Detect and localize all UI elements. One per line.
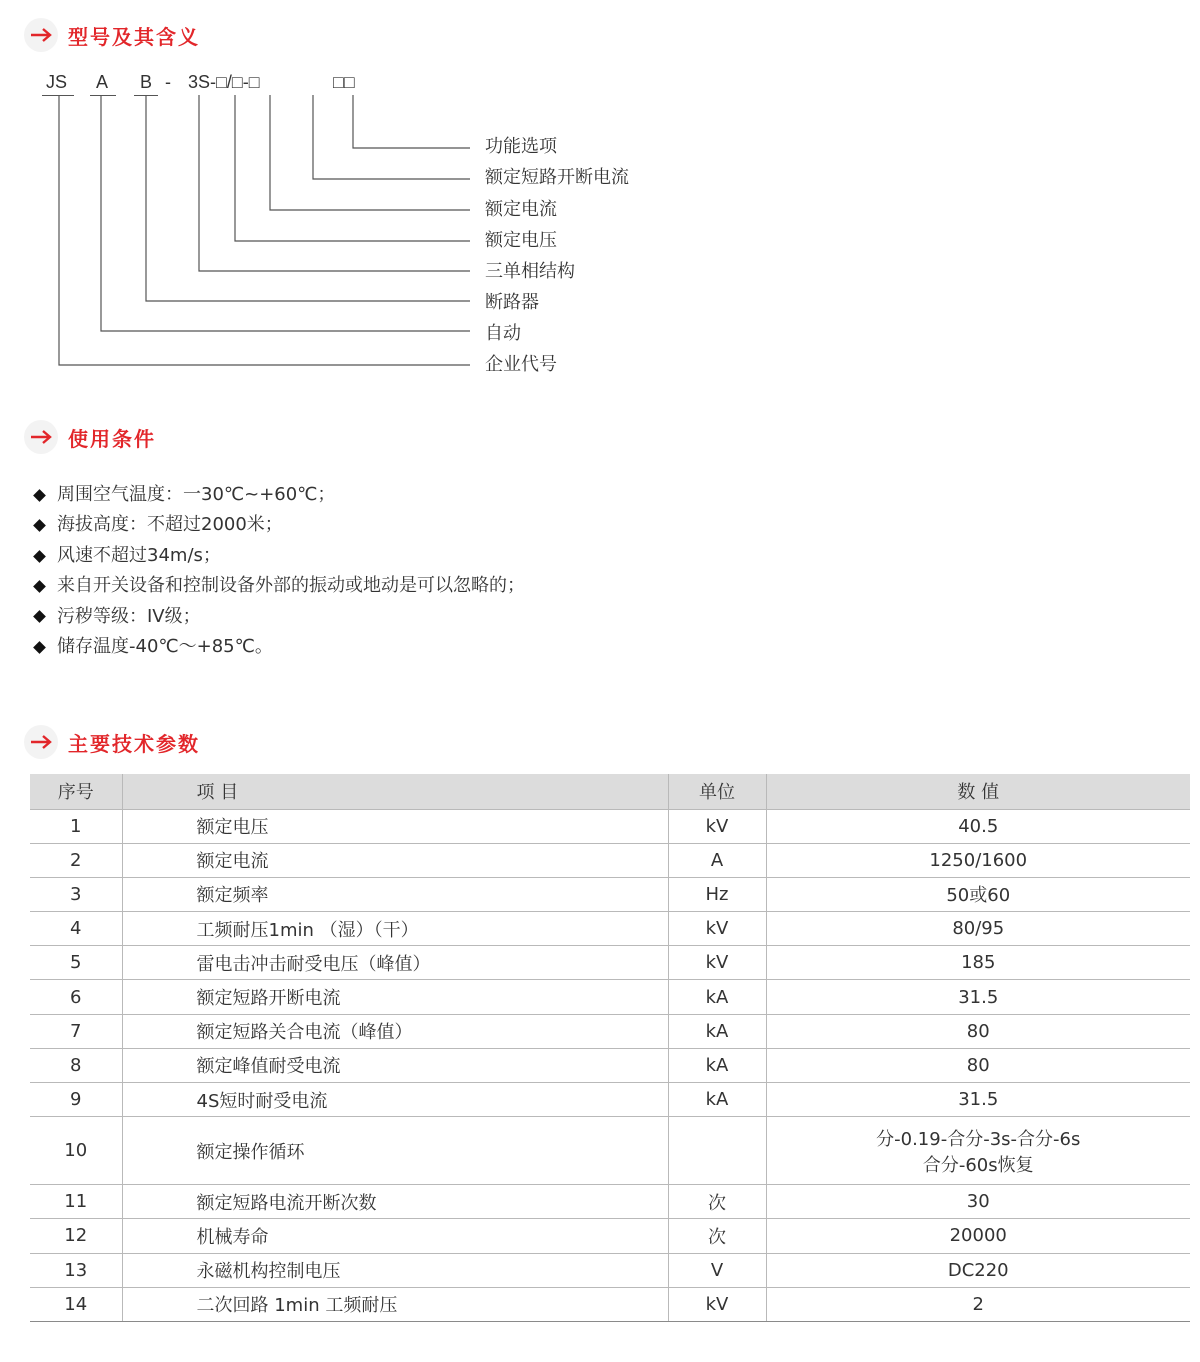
cell-value: 80/95 bbox=[766, 912, 1190, 946]
cell-item: 额定操作循环 bbox=[122, 1117, 668, 1185]
cell-item: 二次回路 1min 工频耐压 bbox=[122, 1287, 668, 1321]
cell-no: 13 bbox=[30, 1253, 122, 1287]
code-boxes: □□ bbox=[333, 72, 355, 92]
cell-no: 3 bbox=[30, 877, 122, 911]
cell-unit: kV bbox=[668, 809, 766, 843]
table-row bbox=[30, 1185, 1190, 1219]
cell-value: DC220 bbox=[766, 1253, 1190, 1287]
cell-unit: kA bbox=[668, 1083, 766, 1117]
table-row bbox=[30, 1253, 1190, 1287]
section-title-params: 主要技术参数 bbox=[68, 731, 200, 756]
code-b: B bbox=[140, 72, 153, 92]
list-item: 储存温度-40℃～+85℃。 bbox=[32, 632, 525, 662]
cell-value: 20000 bbox=[766, 1219, 1190, 1253]
cell-item: 额定峰值耐受电流 bbox=[122, 1048, 668, 1082]
cell-no: 1 bbox=[30, 809, 122, 843]
cell-value: 30 bbox=[766, 1185, 1190, 1219]
cell-value: 50或60 bbox=[766, 877, 1190, 911]
cell-unit: 次 bbox=[668, 1219, 766, 1253]
cell-unit: kA bbox=[668, 1014, 766, 1048]
cell-item: 额定频率 bbox=[122, 877, 668, 911]
params-table bbox=[30, 774, 1190, 1322]
table-row bbox=[30, 980, 1190, 1014]
cell-unit: kV bbox=[668, 946, 766, 980]
cell-unit: A bbox=[668, 843, 766, 877]
cell-value: 80 bbox=[766, 1048, 1190, 1082]
table-row bbox=[30, 946, 1190, 980]
bullet-diamond-icon bbox=[33, 580, 46, 593]
table-row bbox=[30, 1083, 1190, 1117]
table-row bbox=[30, 877, 1190, 911]
cell-unit: 次 bbox=[668, 1185, 766, 1219]
meaning-label: 三单相结构 bbox=[485, 261, 575, 282]
cell-no: 6 bbox=[30, 980, 122, 1014]
cell-no: 11 bbox=[30, 1185, 122, 1219]
list-item: 来自开关设备和控制设备外部的振动或地动是可以忽略的； bbox=[32, 571, 525, 601]
conditions-list bbox=[32, 480, 525, 662]
section-title-conditions: 使用条件 bbox=[68, 426, 156, 451]
cell-no: 4 bbox=[30, 912, 122, 946]
cell-item: 机械寿命 bbox=[122, 1219, 668, 1253]
arrow-right-icon bbox=[24, 725, 58, 759]
cell-value: 分-0.19-合分-3s-合分-6s 合分-60s恢复 bbox=[766, 1117, 1190, 1185]
cell-value: 185 bbox=[766, 946, 1190, 980]
cell-value: 31.5 bbox=[766, 1083, 1190, 1117]
table-row bbox=[30, 1287, 1190, 1321]
table-row bbox=[30, 1219, 1190, 1253]
bullet-diamond-icon bbox=[33, 550, 46, 563]
cell-item: 雷电击冲击耐受电压（峰值） bbox=[122, 946, 668, 980]
cell-item: 额定短路电流开断次数 bbox=[122, 1185, 668, 1219]
cell-no: 12 bbox=[30, 1219, 122, 1253]
table-row bbox=[30, 1014, 1190, 1048]
cell-unit: kV bbox=[668, 1287, 766, 1321]
section-header-params bbox=[24, 725, 200, 759]
cell-no: 2 bbox=[30, 843, 122, 877]
table-header-row bbox=[30, 774, 1190, 809]
cell-unit bbox=[668, 1117, 766, 1185]
cell-value: 80 bbox=[766, 1014, 1190, 1048]
col-header-unit: 单位 bbox=[668, 774, 766, 809]
cell-value: 2 bbox=[766, 1287, 1190, 1321]
cell-no: 9 bbox=[30, 1083, 122, 1117]
meaning-label: 额定电流 bbox=[485, 199, 557, 220]
table-row bbox=[30, 809, 1190, 843]
meaning-label: 额定电压 bbox=[485, 230, 557, 251]
cell-no: 5 bbox=[30, 946, 122, 980]
meaning-label: 额定短路开断电流 bbox=[485, 167, 629, 188]
meaning-label: 断路器 bbox=[485, 292, 539, 313]
code-3s: 3S-□/□-□ bbox=[188, 72, 260, 92]
cell-no: 7 bbox=[30, 1014, 122, 1048]
table-row bbox=[30, 1117, 1190, 1185]
list-item: 风速不超过34m/s； bbox=[32, 541, 525, 571]
list-item: 海拔高度：不超过2000米； bbox=[32, 510, 525, 540]
cell-item: 4S短时耐受电流 bbox=[122, 1083, 668, 1117]
col-header-no: 序号 bbox=[30, 774, 122, 809]
col-header-value: 数 值 bbox=[766, 774, 1190, 809]
code-js: JS bbox=[46, 72, 68, 92]
table-row bbox=[30, 912, 1190, 946]
bullet-diamond-icon bbox=[33, 610, 46, 623]
section-header-conditions bbox=[24, 420, 156, 454]
meaning-label: 功能选项 bbox=[485, 136, 557, 157]
cell-no: 8 bbox=[30, 1048, 122, 1082]
section-title-model: 型号及其含义 bbox=[68, 24, 200, 49]
code-dash: - bbox=[165, 72, 171, 92]
cell-item: 额定电流 bbox=[122, 843, 668, 877]
meaning-label: 自动 bbox=[485, 323, 521, 344]
cell-item: 永磁机构控制电压 bbox=[122, 1253, 668, 1287]
cell-unit: Hz bbox=[668, 877, 766, 911]
bullet-diamond-icon bbox=[33, 519, 46, 532]
cell-value: 1250/1600 bbox=[766, 843, 1190, 877]
cell-item: 工频耐压1min （湿）（干） bbox=[122, 912, 668, 946]
cell-no: 14 bbox=[30, 1287, 122, 1321]
cell-item: 额定短路关合电流（峰值） bbox=[122, 1014, 668, 1048]
cell-unit: kV bbox=[668, 912, 766, 946]
cell-unit: kA bbox=[668, 1048, 766, 1082]
cell-value: 40.5 bbox=[766, 809, 1190, 843]
cell-value: 31.5 bbox=[766, 980, 1190, 1014]
table-row bbox=[30, 843, 1190, 877]
list-item: 污秽等级：IV级； bbox=[32, 602, 525, 632]
list-item: 周围空气温度：一30℃~+60℃； bbox=[32, 480, 525, 510]
bullet-diamond-icon bbox=[33, 641, 46, 654]
cell-item: 额定短路开断电流 bbox=[122, 980, 668, 1014]
table-row bbox=[30, 1048, 1190, 1082]
meaning-label: 企业代号 bbox=[485, 354, 557, 375]
arrow-right-icon bbox=[24, 420, 58, 454]
bullet-diamond-icon bbox=[33, 489, 46, 502]
cell-item: 额定电压 bbox=[122, 809, 668, 843]
cell-unit: V bbox=[668, 1253, 766, 1287]
col-header-item: 项 目 bbox=[122, 774, 668, 809]
cell-unit: kA bbox=[668, 980, 766, 1014]
code-a: A bbox=[96, 72, 109, 92]
model-diagram-lines bbox=[0, 0, 1200, 400]
cell-no: 10 bbox=[30, 1117, 122, 1185]
